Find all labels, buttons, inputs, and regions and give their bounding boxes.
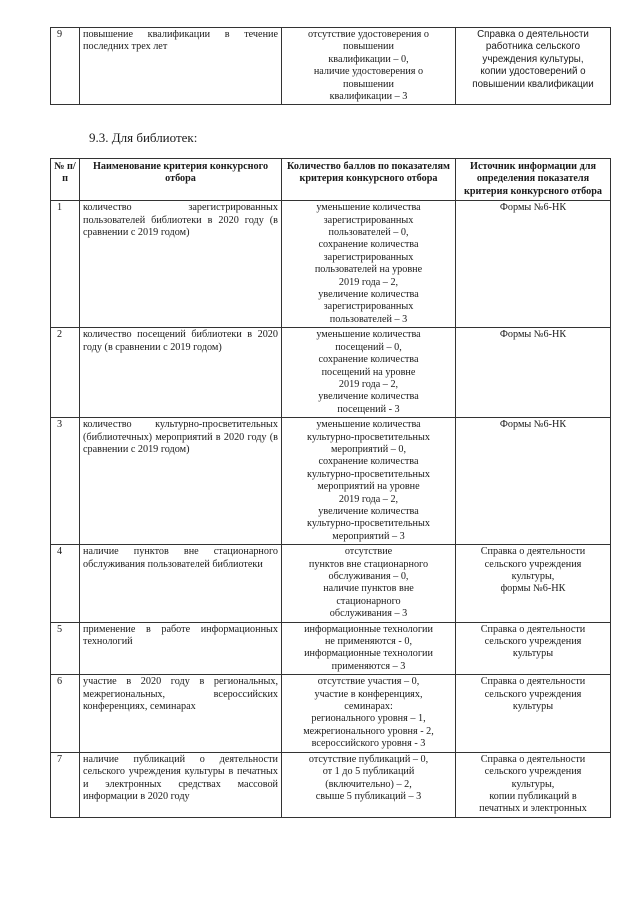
table-row xyxy=(51,675,611,752)
score-line: повышении xyxy=(343,41,394,53)
score-line: участие в конференциях, xyxy=(314,688,423,700)
score-line: увеличение количества xyxy=(318,505,419,517)
source-line: сельского учреждения xyxy=(484,558,582,570)
criterion-score xyxy=(282,201,456,328)
criterion-source xyxy=(456,675,611,752)
criterion-source xyxy=(456,201,611,328)
score-line: (включительно) – 2, xyxy=(325,778,412,790)
source-line: культуры xyxy=(512,648,554,660)
criterion-source xyxy=(456,752,611,817)
criterion-name: участие в 2020 году в региональных, межрегиональных, всероссийских конференциях, семинарах xyxy=(80,675,282,752)
criterion-score xyxy=(282,418,456,545)
score-line: посещений - 3 xyxy=(337,403,400,415)
source-line: Справка о деятельности xyxy=(480,753,586,765)
header-source: Источник информации для определения показателя критерия конкурсного отбора xyxy=(456,159,611,201)
score-line: культурно-просветительных xyxy=(307,518,430,530)
source-line: формы №6-НК xyxy=(500,583,566,595)
criterion-name: применение в работе информационных технологий xyxy=(80,622,282,675)
score-line: повышении xyxy=(343,78,394,90)
criterion-score xyxy=(282,28,456,105)
score-line: зарегистрированных xyxy=(323,251,414,263)
score-line: культурно-просветительных xyxy=(307,468,430,480)
table-row xyxy=(51,752,611,817)
source-line: Справка о деятельности xyxy=(480,676,586,688)
score-line: информационные технологии xyxy=(304,623,433,635)
source-line: повышении квалификации xyxy=(472,78,594,90)
row-number: 3 xyxy=(51,418,80,545)
score-line: регионального уровня – 1, xyxy=(311,713,426,725)
criterion-name: наличие пунктов вне стационарного обслуживания пользователей библиотеки xyxy=(80,545,282,622)
score-line: увеличение количества xyxy=(318,391,419,403)
score-line: квалификации – 0, xyxy=(328,53,409,65)
source-line: Справка о деятельности xyxy=(477,29,589,40)
criterion-name: наличие публикаций о деятельности сельского учреждения культуры в печатных и электронных средствах массовой информации в 2020 году xyxy=(80,752,282,817)
score-line: мероприятий на уровне xyxy=(317,481,420,493)
score-line: всероссийского уровня - 3 xyxy=(311,738,426,750)
score-line: 2019 года – 2, xyxy=(338,493,399,505)
section-heading: 9.3. Для библиотек: xyxy=(89,130,198,145)
header-name: Наименование критерия конкурсного отбора xyxy=(80,159,282,201)
source-line: Формы №6-НК xyxy=(499,329,567,341)
criterion-source xyxy=(456,622,611,675)
table-row xyxy=(51,201,611,328)
score-line: информационные технологии xyxy=(304,648,433,660)
criterion-source xyxy=(456,328,611,418)
source-line: сельского учреждения xyxy=(484,766,582,778)
score-line: пользователей – 3 xyxy=(329,313,408,325)
source-line: Формы №6-НК xyxy=(499,419,567,431)
criterion-score xyxy=(282,622,456,675)
score-line: зарегистрированных xyxy=(323,301,414,313)
row-number: 9 xyxy=(51,28,80,105)
criterion-name: количество культурно-просветительных (библиотечных) мероприятий в 2020 году (в сравнении с 2019 годом) xyxy=(80,418,282,545)
header-row xyxy=(51,159,611,201)
score-line: уменьшение количества xyxy=(316,329,421,341)
score-line: свыше 5 публикаций – 3 xyxy=(315,790,422,802)
source-line: сельского учреждения xyxy=(484,636,582,648)
row-number: 7 xyxy=(51,752,80,817)
score-line: сохранение количества xyxy=(318,354,419,366)
score-line: увеличение количества xyxy=(318,289,419,301)
header-score: Количество баллов по показателям критерия конкурсного отбора xyxy=(282,159,456,201)
score-line: отсутствие участия – 0, xyxy=(317,676,420,688)
source-line: сельского учреждения xyxy=(484,688,582,700)
criterion-score xyxy=(282,545,456,622)
row-number: 5 xyxy=(51,622,80,675)
table-row xyxy=(51,328,611,418)
score-line: отсутствие xyxy=(344,546,393,558)
criterion-source xyxy=(456,28,611,105)
libraries-criteria-table xyxy=(50,158,611,818)
criterion-source xyxy=(456,545,611,622)
source-line: работника сельского xyxy=(485,41,581,53)
table-row xyxy=(51,622,611,675)
criterion-name: количество зарегистрированных пользователей библиотеки в 2020 году (в сравнении с 2019 годом) xyxy=(80,201,282,328)
score-line: пользователей – 0, xyxy=(328,227,409,239)
score-line: отсутствие удостоверения о xyxy=(308,29,429,40)
row-number: 6 xyxy=(51,675,80,752)
row-number: 2 xyxy=(51,328,80,418)
source-line: копии публикаций в xyxy=(489,790,577,802)
score-line: наличие пунктов вне xyxy=(323,583,414,595)
source-line: Формы №6-НК xyxy=(499,202,567,214)
score-line: культурно-просветительных xyxy=(307,431,430,443)
score-line: уменьшение количества xyxy=(316,202,421,214)
score-line: отсутствие публикаций – 0, xyxy=(308,753,429,765)
source-line: Справка о деятельности xyxy=(480,546,586,558)
score-line: мероприятий – 3 xyxy=(332,530,405,542)
score-line: не применяются - 0, xyxy=(324,636,412,648)
source-line: учреждения культуры, xyxy=(482,53,584,65)
main-table-body xyxy=(51,201,611,818)
criterion-score xyxy=(282,752,456,817)
criterion-name: повышение квалификации в течение последних трех лет xyxy=(80,28,282,105)
score-line: от 1 до 5 публикаций xyxy=(322,766,415,778)
source-line: культуры, xyxy=(511,778,555,790)
criterion-source xyxy=(456,418,611,545)
score-line: уменьшение количества xyxy=(316,419,421,431)
score-line: наличие удостоверения о xyxy=(313,66,424,78)
score-line: применяются – 3 xyxy=(331,660,406,672)
header-num: № п/п xyxy=(51,159,80,201)
source-line: печатных и электронных xyxy=(479,803,587,815)
table-row xyxy=(51,545,611,622)
score-line: стационарного xyxy=(336,595,401,607)
score-line: сохранение количества xyxy=(318,456,419,468)
source-line: культуры, xyxy=(511,571,555,582)
row-number: 4 xyxy=(51,545,80,622)
score-line: обслуживания – 0, xyxy=(328,571,409,582)
criterion-score xyxy=(282,675,456,752)
score-line: межрегионального уровня - 2, xyxy=(303,725,434,737)
score-line: мероприятий – 0, xyxy=(330,443,407,455)
score-line: зарегистрированных xyxy=(323,214,414,226)
score-line: квалификации – 3 xyxy=(329,91,408,103)
score-line: посещений – 0, xyxy=(335,341,402,353)
source-line: Справка о деятельности xyxy=(480,623,586,635)
table-row xyxy=(51,28,611,105)
source-line: культуры xyxy=(512,701,554,713)
score-line: сохранение количества xyxy=(318,239,419,251)
source-line: копии удостоверений о xyxy=(480,66,586,78)
criterion-score xyxy=(282,328,456,418)
score-line: семинарах: xyxy=(344,701,393,713)
score-line: 2019 года – 2, xyxy=(338,276,399,288)
score-line: 2019 года – 2, xyxy=(338,378,399,390)
criterion-name: количество посещений библиотеки в 2020 году (в сравнении с 2019 годом) xyxy=(80,328,282,418)
row-number: 1 xyxy=(51,201,80,328)
score-line: обслуживания – 3 xyxy=(329,608,408,620)
table-row xyxy=(51,418,611,545)
score-line: пунктов вне стационарного xyxy=(308,558,429,570)
score-line: пользователей на уровне xyxy=(314,264,423,276)
top-table-body xyxy=(51,28,611,105)
top-criteria-table xyxy=(50,27,611,105)
score-line: посещений на уровне xyxy=(321,366,416,378)
